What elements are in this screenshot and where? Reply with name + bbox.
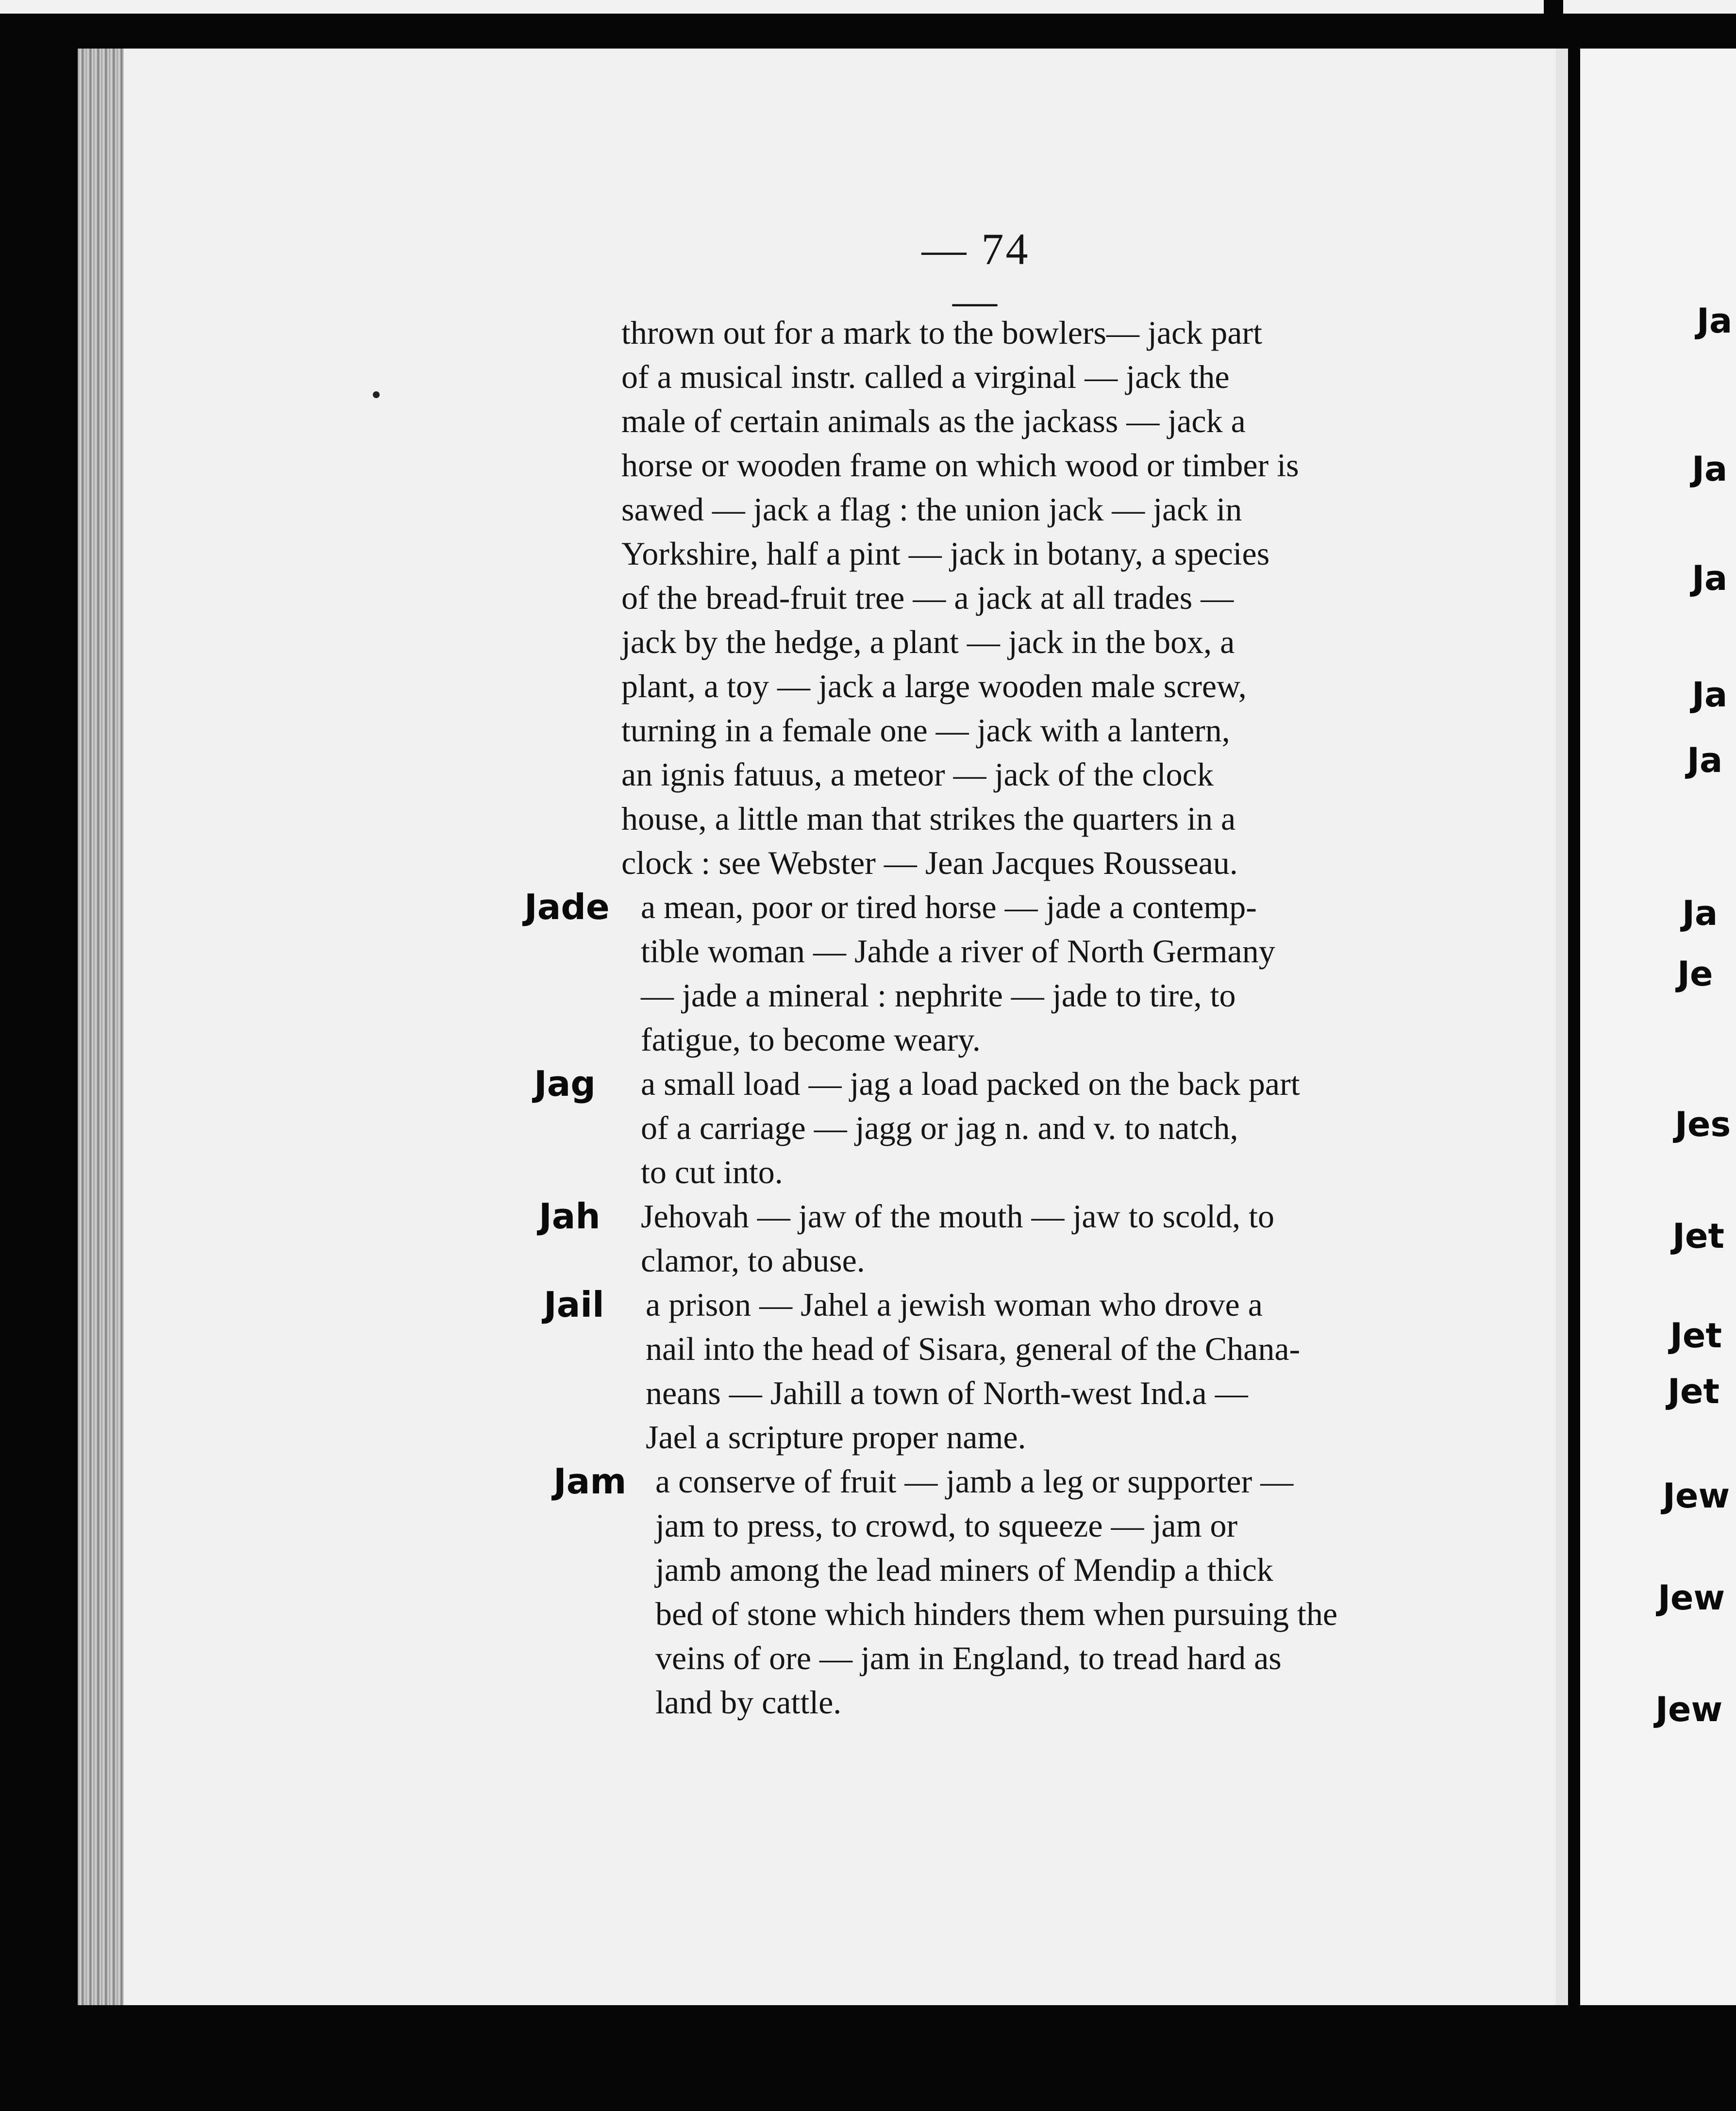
entry-line: a small load — jag a load packed on the back part (641, 1065, 1300, 1102)
right-page-headwords (1648, 0, 1736, 2039)
page-number: — 74 — (921, 224, 1030, 325)
book-binding-edge (78, 49, 124, 2005)
dictionary-entry-jah (524, 1194, 1476, 1283)
entry-line: sawed — jack a flag : the union jack — jack in (621, 491, 1242, 528)
entry-line: tible woman — Jahde a river of North Germany (641, 933, 1275, 970)
entry-line: of a musical instr. called a virginal — jack the (621, 358, 1230, 395)
entry-line: bed of stone which hinders them when pursuing the (655, 1595, 1338, 1632)
right-headword: Ja (1687, 740, 1723, 780)
headword: Jag (534, 1063, 596, 1104)
entry-line: house, a little man that strikes the quarters in a (621, 800, 1236, 837)
entry-line: plant, a toy — jack a large wooden male screw, (621, 668, 1247, 704)
dictionary-entry-continued (524, 311, 1476, 885)
right-headword: Jew (1655, 1690, 1723, 1729)
entry-line: turning in a female one — jack with a lantern, (621, 712, 1230, 749)
right-headword: Ja (1692, 449, 1728, 489)
right-headword: Je (1677, 954, 1713, 994)
entry-line: clamor, to abuse. (641, 1242, 865, 1279)
right-headword: Ja (1682, 893, 1718, 933)
headword: Jade (524, 887, 610, 927)
entry-line: jam to press, to crowd, to squeeze — jam or (655, 1507, 1238, 1544)
right-headword: Jet (1668, 1372, 1719, 1411)
entry-line: to cut into. (641, 1154, 783, 1190)
entry-line: an ignis fatuus, a meteor — jack of the clock (621, 756, 1214, 793)
right-headword: Jet (1672, 1216, 1724, 1256)
entry-line: of the bread-fruit tree — a jack at all trades — (621, 579, 1234, 616)
entry-line: jack by the hedge, a plant — jack in the box, a (621, 623, 1235, 660)
page-gutter (1569, 39, 1579, 2015)
headword: Jail (544, 1284, 604, 1325)
entry-line: Yorkshire, half a pint — jack in botany, a species (621, 535, 1270, 572)
entry-line: jamb among the lead miners of Mendip a thick (655, 1551, 1273, 1588)
entry-line: a mean, poor or tired horse — jade a contemp- (641, 888, 1257, 925)
top-strip-gap (1544, 0, 1563, 14)
entry-line: of a carriage — jagg or jag n. and v. to natch, (641, 1109, 1238, 1146)
right-headword: Jew (1658, 1578, 1725, 1618)
dictionary-entry-jag (524, 1062, 1476, 1194)
bottom-dark-border (0, 2039, 1736, 2111)
right-headword: Ja (1692, 675, 1728, 715)
entry-line: a conserve of fruit — jamb a leg or supporter — (655, 1463, 1294, 1500)
entry-line: male of certain animals as the jackass — jack a (621, 402, 1246, 439)
entry-line: thrown out for a mark to the bowlers— jack part (621, 314, 1262, 351)
entry-line: a prison — Jahel a jewish woman who drove a (646, 1286, 1263, 1323)
left-page-edge (1556, 49, 1568, 2005)
dictionary-text-column (524, 311, 1476, 1725)
entry-line: horse or wooden frame on which wood or timber is (621, 447, 1299, 484)
entry-line: neans — Jahill a town of North-west Ind.a — (646, 1374, 1248, 1411)
dictionary-entry-jail (524, 1283, 1476, 1459)
dictionary-entry-jam (524, 1459, 1476, 1725)
entry-line: Jehovah — jaw of the mouth — jaw to scold, to (641, 1198, 1275, 1235)
entry-line: veins of ore — jam in England, to tread hard as (655, 1640, 1282, 1676)
entry-line: land by cattle. (655, 1684, 842, 1721)
ink-speck (373, 391, 380, 398)
top-page-strip (0, 0, 1736, 14)
entry-line: nail into the head of Sisara, general of the Chana- (646, 1330, 1301, 1367)
right-headword: Ja (1697, 301, 1733, 341)
headword: Jam (553, 1461, 627, 1502)
right-headword: Ja (1692, 558, 1728, 598)
entry-line: fatigue, to become weary. (641, 1021, 981, 1058)
entry-line: clock : see Webster — Jean Jacques Rousseau. (621, 844, 1238, 881)
headword: Jah (539, 1196, 601, 1237)
right-headword: Jet (1670, 1316, 1722, 1356)
right-headword: Jes (1675, 1105, 1731, 1144)
dictionary-entry-jade (524, 885, 1476, 1062)
entry-line: Jael a scripture proper name. (646, 1419, 1026, 1456)
right-headword: Jew (1663, 1476, 1730, 1516)
entry-line: — jade a mineral : nephrite — jade to tire, to (641, 977, 1236, 1014)
